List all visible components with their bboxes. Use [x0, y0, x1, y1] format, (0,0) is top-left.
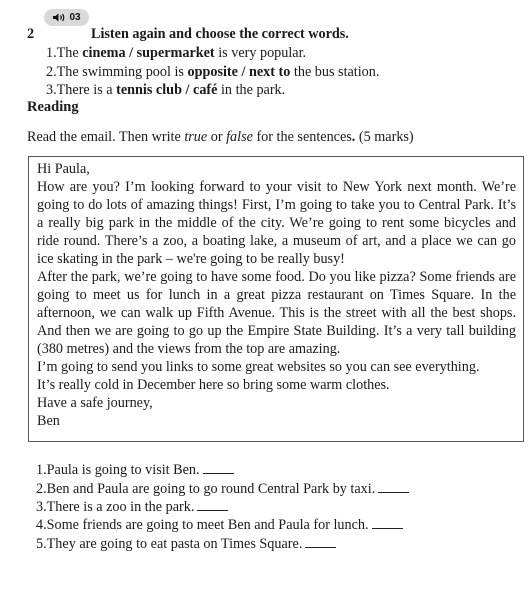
- choice-option-a[interactable]: cinema: [82, 45, 126, 61]
- exercise-title: Listen again and choose the correct words.: [91, 26, 349, 42]
- choice-item-3: 3.There is a tennis club / café in the park.: [46, 82, 286, 98]
- reading-instructions: Read the email. Then write true or false for the sentences. (5 marks): [27, 129, 414, 145]
- answer-blank[interactable]: [372, 517, 403, 529]
- answer-blank[interactable]: [203, 462, 234, 474]
- question-4: 4.Some friends are going to meet Ben and Paula for lunch.: [36, 517, 403, 534]
- choice-option-b[interactable]: next to: [248, 64, 291, 80]
- choice-item-1: 1.The cinema / supermarket is very popular.: [46, 45, 307, 61]
- email-signature: Ben: [37, 413, 60, 429]
- question-3: 3.There is a zoo in the park.: [36, 499, 228, 516]
- email-paragraph-4: It’s really cold in December here so bring some warm clothes.: [37, 377, 390, 393]
- choice-option-a[interactable]: opposite: [187, 64, 238, 80]
- choice-option-a[interactable]: tennis club: [116, 82, 182, 98]
- choice-item-2: 2.The swimming pool is opposite / next to the bus station.: [46, 64, 380, 80]
- question-1: 1.Paula is going to visit Ben.: [36, 462, 234, 479]
- audio-track-badge[interactable]: [44, 9, 89, 26]
- reading-section-title: Reading: [27, 99, 79, 115]
- email-closing: Have a safe journey,: [37, 395, 153, 411]
- answer-blank[interactable]: [378, 481, 409, 493]
- question-2: 2.Ben and Paula are going to go round Central Park by taxi.: [36, 481, 409, 498]
- question-5: 5.They are going to eat pasta on Times Square.: [36, 536, 336, 553]
- answer-blank[interactable]: [305, 536, 336, 548]
- choice-option-b[interactable]: supermarket: [136, 45, 215, 61]
- choice-option-b[interactable]: café: [193, 82, 218, 98]
- audio-track-number: 03: [69, 12, 81, 23]
- speaker-icon: [52, 12, 66, 23]
- exercise-number: 2: [27, 26, 35, 42]
- email-text-box: [28, 156, 524, 442]
- email-greeting: Hi Paula,: [37, 161, 90, 177]
- answer-blank[interactable]: [197, 499, 228, 511]
- email-paragraph-1: How are you? I’m looking forward to your visit to New York next month. We’re going to do lots of amazing things! First, I’m going to take you to Central Park. It’s a really big park in the middle of the city. We’re going to rent some bicycles and ride round. There’s a zoo, a boating lake, a museum of art, and a place we can go ice skating in the park – we're going to be really busy!: [37, 179, 516, 267]
- email-paragraph-2: After the park, we’re going to have some food. Do you like pizza? Some friends are going to meet us for lunch in a great pizza restaurant on Times Square. In the afternoon, we can walk up Fifth Avenue. This is the street with all the best shops. And then we are going to go up the Empire State Building. It’s a very tall building (380 metres) and the views from the top are amazing.: [37, 269, 516, 357]
- email-paragraph-3: I’m going to send you links to some great websites so you can see everything.: [37, 359, 480, 375]
